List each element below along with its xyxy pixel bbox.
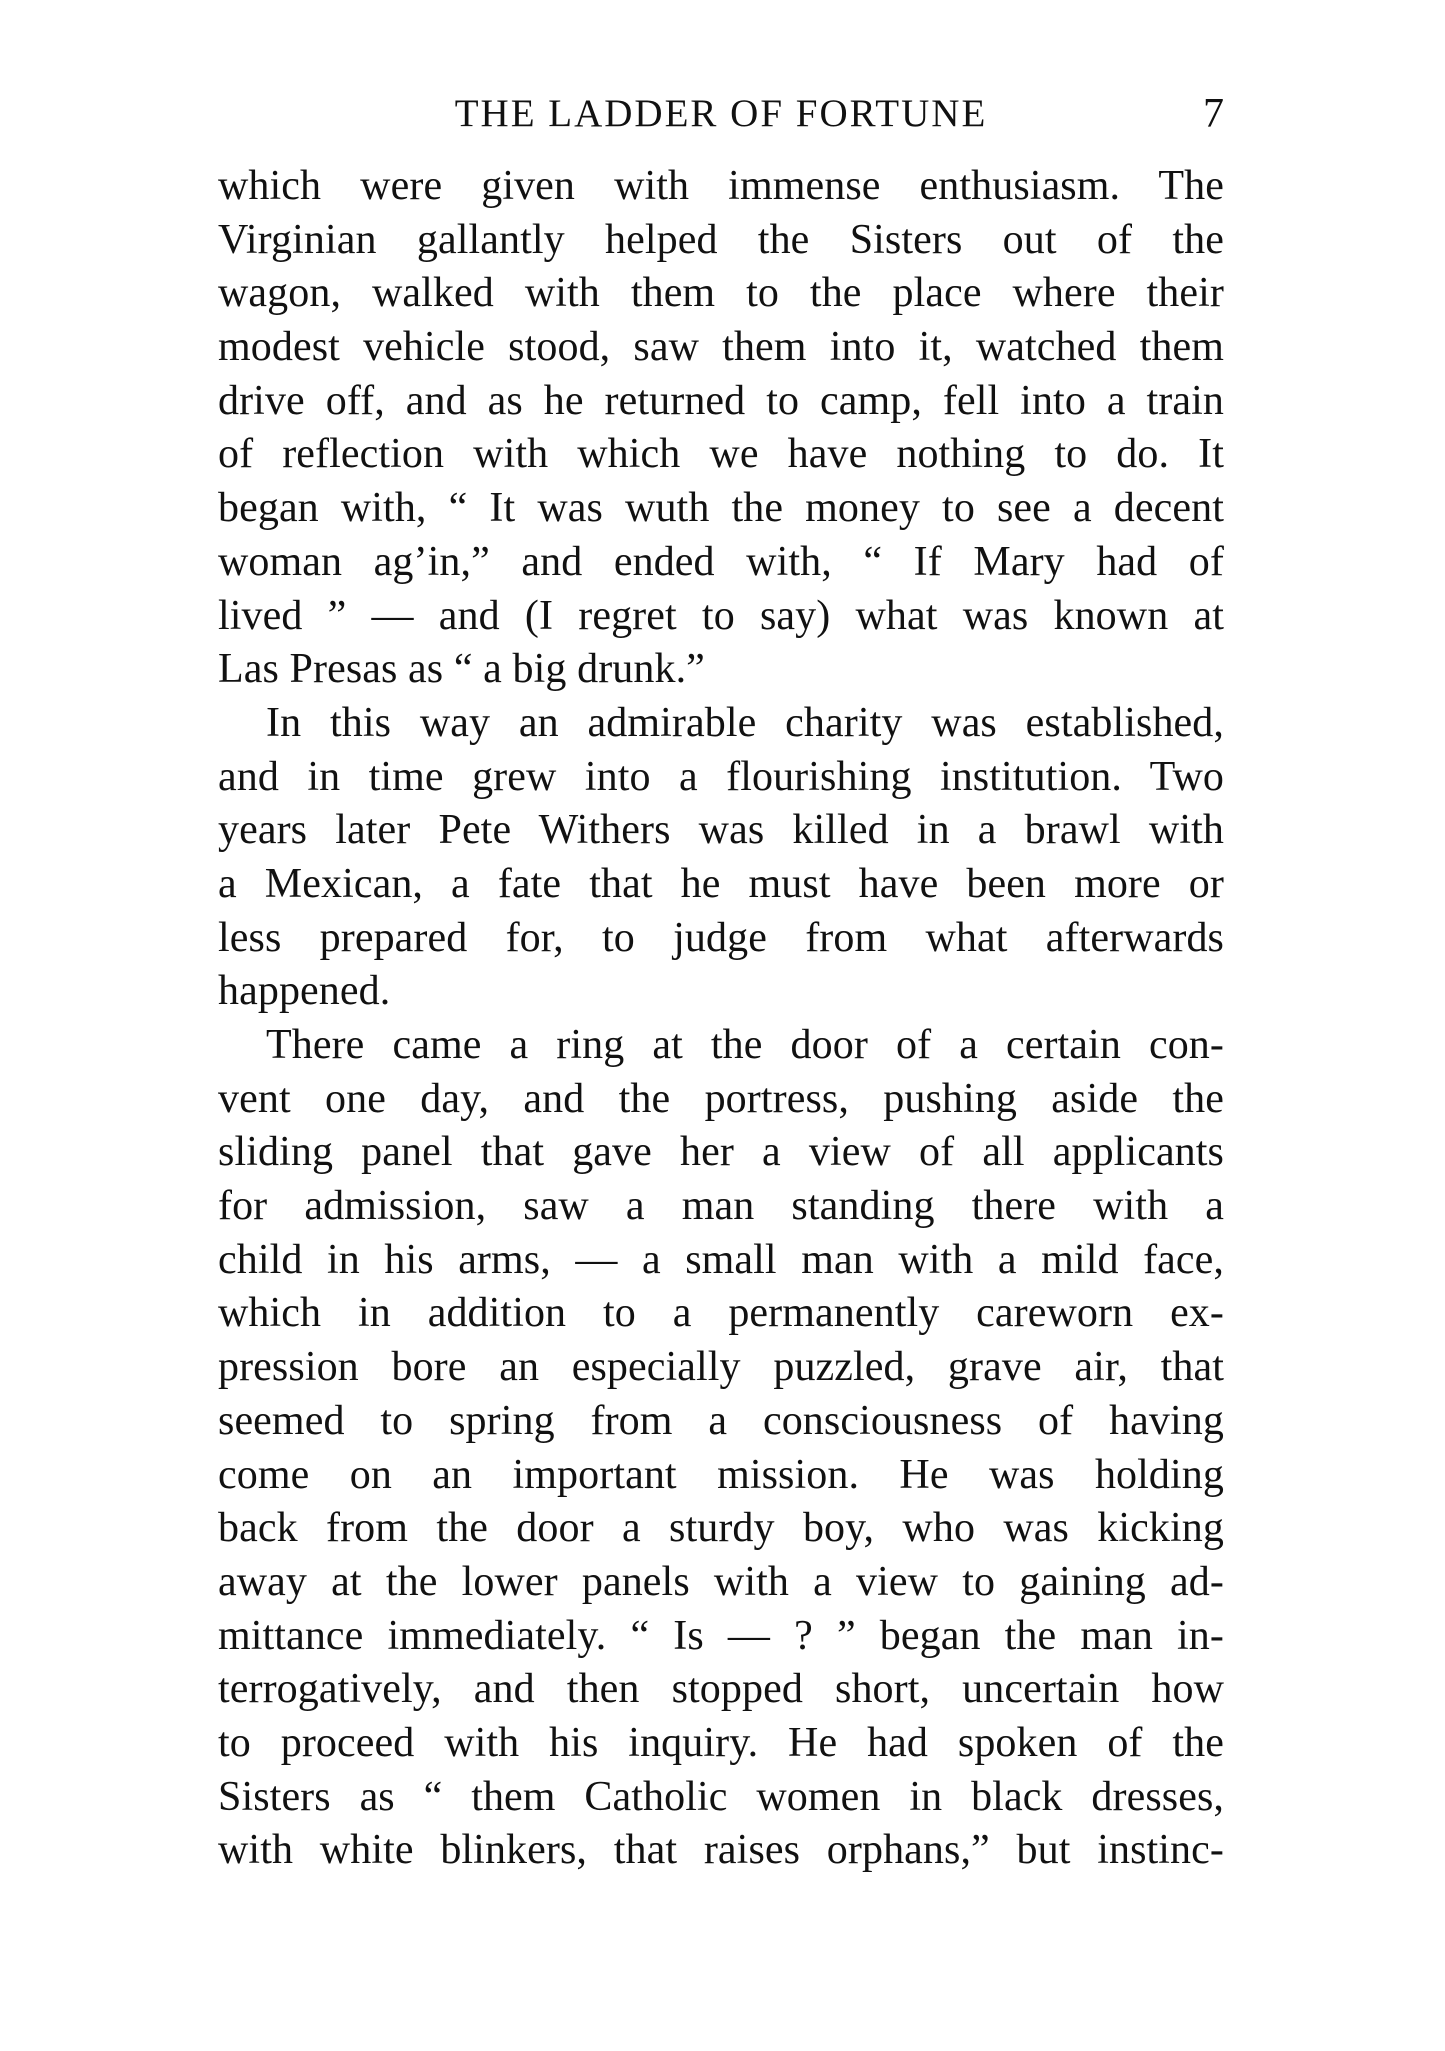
text-line: for admission, saw a man standing there with a xyxy=(218,1183,1224,1230)
text-line: Sisters as “ them Catholic women in black dresses, xyxy=(218,1773,1224,1820)
text-line: sliding panel that gave her a view of all applicants xyxy=(218,1129,1224,1176)
text-line: of reflection with which we have nothing to do. It xyxy=(218,431,1224,478)
text-line: years later Pete Withers was killed in a brawl with xyxy=(218,807,1224,854)
text-line: and in time grew into a flourishing institution. Two xyxy=(218,753,1224,800)
text-line: woman ag’in,” and ended with, “ If Mary had of xyxy=(218,538,1224,585)
text-line: back from the door a sturdy boy, who was kicking xyxy=(218,1505,1224,1552)
text-line: happened. xyxy=(218,968,391,1015)
text-line: lived ” — and (I regret to say) what was known at xyxy=(218,592,1224,639)
text-line: to proceed with his inquiry. He had spoken of the xyxy=(218,1719,1224,1766)
text-line: seemed to spring from a consciousness of having xyxy=(218,1397,1224,1444)
text-line: drive off, and as he returned to camp, fell into a train xyxy=(218,377,1224,424)
text-line: In this way an admirable charity was established, xyxy=(266,699,1224,746)
text-line: a Mexican, a fate that he must have been more or xyxy=(218,860,1224,907)
text-line: Virginian gallantly helped the Sisters out of the xyxy=(218,216,1224,263)
paragraph-3 xyxy=(218,1019,1224,1878)
text-line: less prepared for, to judge from what afterwards xyxy=(218,914,1224,961)
text-line: Las Presas as “ a big drunk.” xyxy=(218,646,705,693)
running-title: THE LADDER OF FORTUNE xyxy=(454,92,988,135)
text-line: began with, “ It was wuth the money to see a decent xyxy=(218,485,1224,532)
text-line: which were given with immense enthusiasm. The xyxy=(218,163,1224,209)
text-line: child in his arms, — a small man with a mild face, xyxy=(218,1236,1224,1283)
text-line: modest vehicle stood, saw them into it, watched them xyxy=(218,324,1224,371)
text-line: pression bore an especially puzzled, grave air, that xyxy=(218,1344,1224,1391)
text-line: There came a ring at the door of a certain con- xyxy=(266,1022,1224,1068)
text-line: mittance immediately. “ Is — ? ” began the man in- xyxy=(218,1612,1224,1659)
text-line: come on an important mission. He was holding xyxy=(218,1451,1224,1498)
text-line: terrogatively, and then stopped short, uncertain how xyxy=(218,1666,1224,1713)
paragraph-2 xyxy=(218,697,1224,1019)
text-line: vent one day, and the portress, pushing aside the xyxy=(218,1075,1224,1122)
body-text xyxy=(218,160,1224,1878)
paragraph-1 xyxy=(218,160,1224,697)
text-line: with white blinkers, that raises orphans,” but instinc- xyxy=(218,1827,1224,1874)
text-line: wagon, walked with them to the place where their xyxy=(218,270,1224,317)
text-line: which in addition to a permanently careworn ex- xyxy=(218,1290,1224,1337)
text-line: away at the lower panels with a view to gaining ad- xyxy=(218,1558,1224,1605)
page-number: 7 xyxy=(1203,91,1224,137)
running-head xyxy=(218,84,1224,144)
